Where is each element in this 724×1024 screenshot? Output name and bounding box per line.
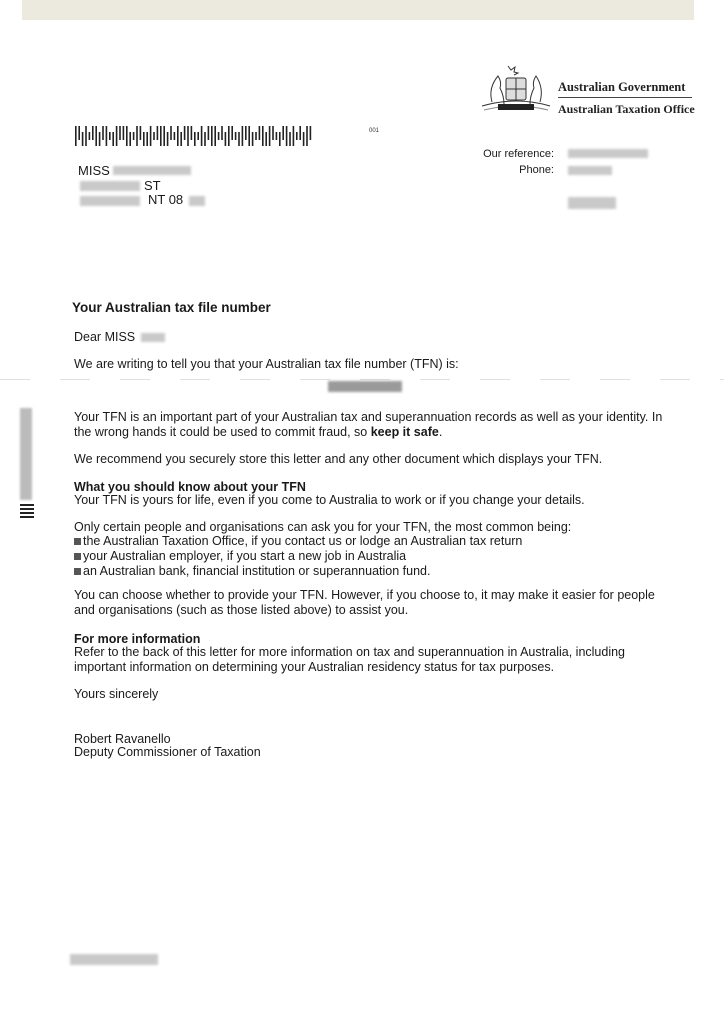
- keep-it-safe-text: keep it safe: [370, 425, 439, 439]
- letter-subject: Your Australian tax file number: [72, 300, 271, 315]
- barcode-bar: [116, 126, 118, 146]
- our-reference-label: Our reference:: [483, 148, 554, 160]
- barcode-bar: [180, 132, 182, 146]
- barcode-bar: [228, 126, 230, 146]
- barcode-bar: [218, 132, 220, 140]
- bullet-square-icon: [74, 568, 81, 575]
- barcode-bar: [106, 126, 108, 146]
- postcode-redacted: [189, 196, 205, 206]
- barcode-bar: [129, 132, 131, 146]
- salutation: Dear MISS: [74, 330, 136, 344]
- barcode-bar: [265, 132, 267, 146]
- section-heading-more-info: For more information: [74, 632, 201, 646]
- barcode-bar: [109, 132, 111, 140]
- barcode-bar: [245, 126, 247, 140]
- barcode-bar: [204, 132, 206, 146]
- header-rule: [558, 97, 692, 98]
- tfn-importance-paragraph: Your TFN is an important part of your Australian tax and superannuation records as well as your identity. In the wrong hands it could be used to commit fraud, so keep it safe.: [74, 410, 663, 439]
- government-name: Australian Government: [558, 80, 686, 94]
- barcode-bar: [242, 126, 244, 146]
- barcode-bar: [235, 132, 237, 140]
- barcode-bar: [92, 126, 94, 140]
- sequence-number: 001: [369, 128, 380, 134]
- barcode-bar: [82, 132, 84, 146]
- barcode-bar: [146, 132, 148, 146]
- side-barcode-mark: [20, 408, 34, 520]
- date-redacted: [568, 197, 616, 209]
- barcode-bar: [102, 126, 104, 140]
- barcode-bar: [157, 126, 159, 140]
- barcode-bar: [286, 126, 288, 146]
- name-redacted: [113, 166, 191, 175]
- barcode-bar: [255, 132, 257, 140]
- barcode-bar: [269, 126, 271, 146]
- postal-barcode: [75, 126, 313, 146]
- barcode-bar: [119, 126, 121, 140]
- barcode-bar: [276, 132, 278, 140]
- barcode-bar: [89, 132, 91, 140]
- barcode-bar: [225, 132, 227, 146]
- barcode-bar: [272, 126, 274, 140]
- store-letter-paragraph: We recommend you securely store this letter and any other document which displays your TFN.: [74, 452, 603, 466]
- barcode-bar: [170, 126, 172, 140]
- signatory-title: Deputy Commissioner of Taxation: [74, 745, 261, 759]
- barcode-bar: [208, 126, 210, 140]
- choose-to-provide-paragraph: You can choose whether to provide your TFN. However, if you choose to, it may make it easier for people and organisations (such as those listed above) to assist you.: [74, 588, 655, 617]
- barcode-bar: [150, 126, 152, 146]
- barcode-bar: [289, 132, 291, 146]
- barcode-bar: [238, 132, 240, 146]
- bullet-square-icon: [74, 553, 81, 560]
- bullet-square-icon: [74, 538, 81, 545]
- barcode-bar: [211, 126, 213, 146]
- barcode-bar: [140, 126, 142, 140]
- section-text-more-info: Refer to the back of this letter for more information on tax and superannuation in Australia, including important information on determining your Australian residency status for tax purposes.: [74, 645, 626, 674]
- barcode-bar: [303, 132, 305, 146]
- barcode-bar: [133, 132, 135, 140]
- barcode-bar: [143, 132, 145, 146]
- list-item: an Australian bank, financial institution or superannuation fund.: [74, 564, 664, 579]
- our-reference-redacted: [568, 149, 648, 158]
- barcode-bar: [221, 126, 223, 140]
- barcode-bar: [201, 126, 203, 146]
- barcode-bar: [123, 126, 125, 140]
- barcode-bar: [78, 126, 80, 140]
- barcode-bar: [177, 126, 179, 146]
- phone-redacted: [568, 166, 612, 175]
- coat-of-arms-icon: [478, 62, 554, 118]
- barcode-bar: [167, 132, 169, 146]
- barcode-bar: [306, 126, 308, 146]
- barcode-bar: [136, 126, 138, 146]
- barcode-bar: [252, 132, 254, 146]
- barcode-bar: [99, 132, 101, 146]
- section-heading-about-tfn: What you should know about your TFN: [74, 480, 306, 494]
- barcode-bar: [259, 126, 261, 140]
- address-line-2: ST: [144, 178, 161, 193]
- barcode-bar: [293, 126, 295, 146]
- suburb-redacted: [80, 196, 140, 206]
- intro-text: We are writing to tell you that your Australian tax file number (TFN) is:: [74, 357, 459, 371]
- street-redacted: [80, 181, 140, 191]
- tfn-redacted: [328, 381, 402, 392]
- barcode-bar: [112, 132, 114, 146]
- scan-top-strip: [22, 0, 694, 20]
- barcode-bar: [160, 126, 162, 146]
- fold-line: [0, 379, 724, 380]
- barcode-bar: [191, 126, 193, 140]
- list-item: your Australian employer, if you start a new job in Australia: [74, 549, 664, 564]
- barcode-bar: [153, 132, 155, 140]
- agency-name: Australian Taxation Office: [558, 102, 695, 116]
- footer-redacted: [70, 954, 158, 965]
- barcode-bar: [126, 126, 128, 146]
- who-can-ask-paragraph: Only certain people and organisations can ask you for your TFN, the most common being:: [74, 520, 572, 534]
- barcode-bar: [184, 126, 186, 140]
- phone-label: Phone:: [519, 164, 554, 176]
- barcode-bar: [231, 126, 233, 140]
- signatory-name: Robert Ravanello: [74, 732, 171, 746]
- barcode-bar: [197, 132, 199, 140]
- barcode-bar: [310, 126, 312, 140]
- barcode-bar: [194, 132, 196, 146]
- section-text-about-tfn: Your TFN is yours for life, even if you come to Australia to work or if you change your details.: [74, 493, 585, 507]
- barcode-bar: [248, 126, 250, 146]
- barcode-bar: [75, 126, 77, 146]
- closing: Yours sincerely: [74, 687, 159, 701]
- barcode-bar: [279, 132, 281, 146]
- barcode-bar: [214, 126, 216, 146]
- address-line-3: NT 08: [148, 192, 184, 207]
- address-line-1: MISS: [78, 163, 110, 178]
- barcode-bar: [85, 126, 87, 146]
- barcode-bar: [296, 132, 298, 140]
- barcode-bar: [95, 126, 97, 146]
- who-can-ask-list: [74, 534, 664, 579]
- salutation-name-redacted: [141, 333, 165, 342]
- barcode-bar: [163, 126, 165, 146]
- barcode-bar: [174, 132, 176, 140]
- list-item: the Australian Taxation Office, if you contact us or lodge an Australian tax return: [74, 534, 664, 549]
- barcode-bar: [187, 126, 189, 146]
- barcode-bar: [299, 126, 301, 140]
- barcode-bar: [262, 126, 264, 146]
- barcode-bar: [282, 126, 284, 140]
